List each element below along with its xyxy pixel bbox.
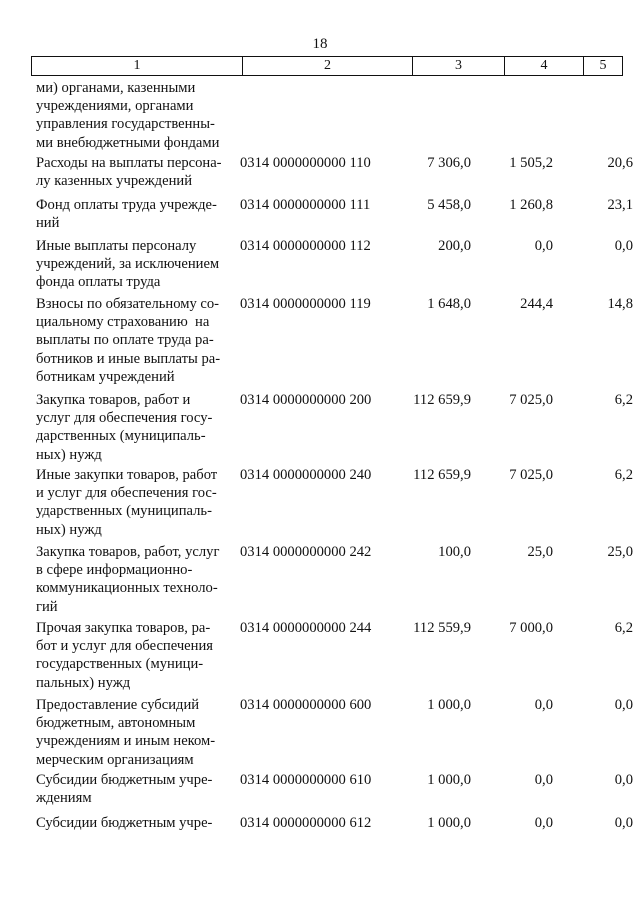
row-name: Иные выплаты персоналу учреждений, за исключением фонда оплаты труда (36, 238, 220, 291)
row-value-plan: 112 659,9 (413, 392, 471, 408)
row-code: 0314 0000000000 612 (240, 815, 372, 831)
header-col-1: 1 (32, 57, 243, 76)
header-col-2: 2 (243, 57, 413, 76)
row-value-percent: 0,0 (614, 772, 633, 788)
row-code: 0314 0000000000 244 (240, 620, 372, 636)
row-value-percent: 6,2 (614, 392, 633, 408)
row-name: Закупка товаров, работ и услуг для обеспечения госу- дарственных (муниципаль- ных) нужд (36, 392, 213, 463)
row-value-percent: 14,8 (607, 296, 633, 312)
row-value-actual: 1 260,8 (509, 197, 553, 213)
row-value-actual: 0,0 (534, 697, 553, 713)
row-code: 0314 0000000000 112 (240, 238, 371, 254)
row-code: 0314 0000000000 110 (240, 155, 371, 171)
row-value-actual: 7 025,0 (509, 392, 553, 408)
row-value-plan: 5 458,0 (427, 197, 471, 213)
row-name: Расходы на выплаты персона- лу казенных учреждений (36, 155, 222, 190)
header-col-5: 5 (584, 57, 623, 76)
row-value-plan: 1 000,0 (427, 772, 471, 788)
table-header (31, 56, 623, 76)
row-value-plan: 1 648,0 (427, 296, 471, 312)
row-value-percent: 25,0 (607, 544, 633, 560)
row-code: 0314 0000000000 111 (240, 197, 371, 213)
row-value-actual: 0,0 (534, 772, 553, 788)
row-value-plan: 1 000,0 (427, 815, 471, 831)
header-col-4: 4 (505, 57, 584, 76)
page-number: 18 (312, 36, 328, 52)
row-code: 0314 0000000000 240 (240, 467, 372, 483)
row-name: Взносы по обязательному со- циальному страхованию на выплаты по оплате труда ра- ботников и иные выплаты ра- ботникам учреждений (36, 296, 221, 385)
row-value-actual: 0,0 (534, 815, 553, 831)
row-value-actual: 1 505,2 (509, 155, 553, 171)
row-value-actual: 0,0 (534, 238, 553, 254)
row-name: Закупка товаров, работ, услуг в сфере информационно- коммуникационных техноло- гий (36, 544, 220, 615)
row-value-plan: 112 659,9 (413, 467, 471, 483)
row-value-percent: 0,0 (614, 815, 633, 831)
row-code: 0314 0000000000 200 (240, 392, 372, 408)
row-name: ми) органами, казенными учреждениями, органами управления государственны- ми внебюджетными фондами (36, 80, 220, 151)
row-value-actual: 7 000,0 (509, 620, 553, 636)
row-value-plan: 112 559,9 (413, 620, 471, 636)
row-code: 0314 0000000000 119 (240, 296, 371, 312)
row-value-percent: 6,2 (614, 620, 633, 636)
header-col-3: 3 (413, 57, 505, 76)
row-value-percent: 6,2 (614, 467, 633, 483)
row-name: Субсидии бюджетным учре- (36, 815, 213, 831)
row-value-percent: 20,6 (607, 155, 633, 171)
row-value-percent: 23,1 (607, 197, 633, 213)
row-code: 0314 0000000000 600 (240, 697, 372, 713)
row-name: Фонд оплаты труда учрежде- ний (36, 197, 217, 232)
row-value-actual: 7 025,0 (509, 467, 553, 483)
row-value-plan: 200,0 (438, 238, 471, 254)
row-value-plan: 7 306,0 (427, 155, 471, 171)
row-code: 0314 0000000000 610 (240, 772, 372, 788)
row-value-actual: 244,4 (520, 296, 553, 312)
row-value-percent: 0,0 (614, 697, 633, 713)
row-code: 0314 0000000000 242 (240, 544, 372, 560)
row-value-plan: 100,0 (438, 544, 471, 560)
row-value-plan: 1 000,0 (427, 697, 471, 713)
row-name: Иные закупки товаров, работ и услуг для обеспечения гос- ударственных (муниципаль- ных) нужд (36, 467, 218, 538)
row-value-actual: 25,0 (527, 544, 553, 560)
row-name: Предоставление субсидий бюджетным, автономным учреждениям и иным неком- мерческим организациям (36, 697, 216, 768)
row-name: Прочая закупка товаров, ра- бот и услуг для обеспечения государственных (муници- пальных) нужд (36, 620, 213, 691)
row-value-percent: 0,0 (614, 238, 633, 254)
row-name: Субсидии бюджетным учре- ждениям (36, 772, 213, 807)
